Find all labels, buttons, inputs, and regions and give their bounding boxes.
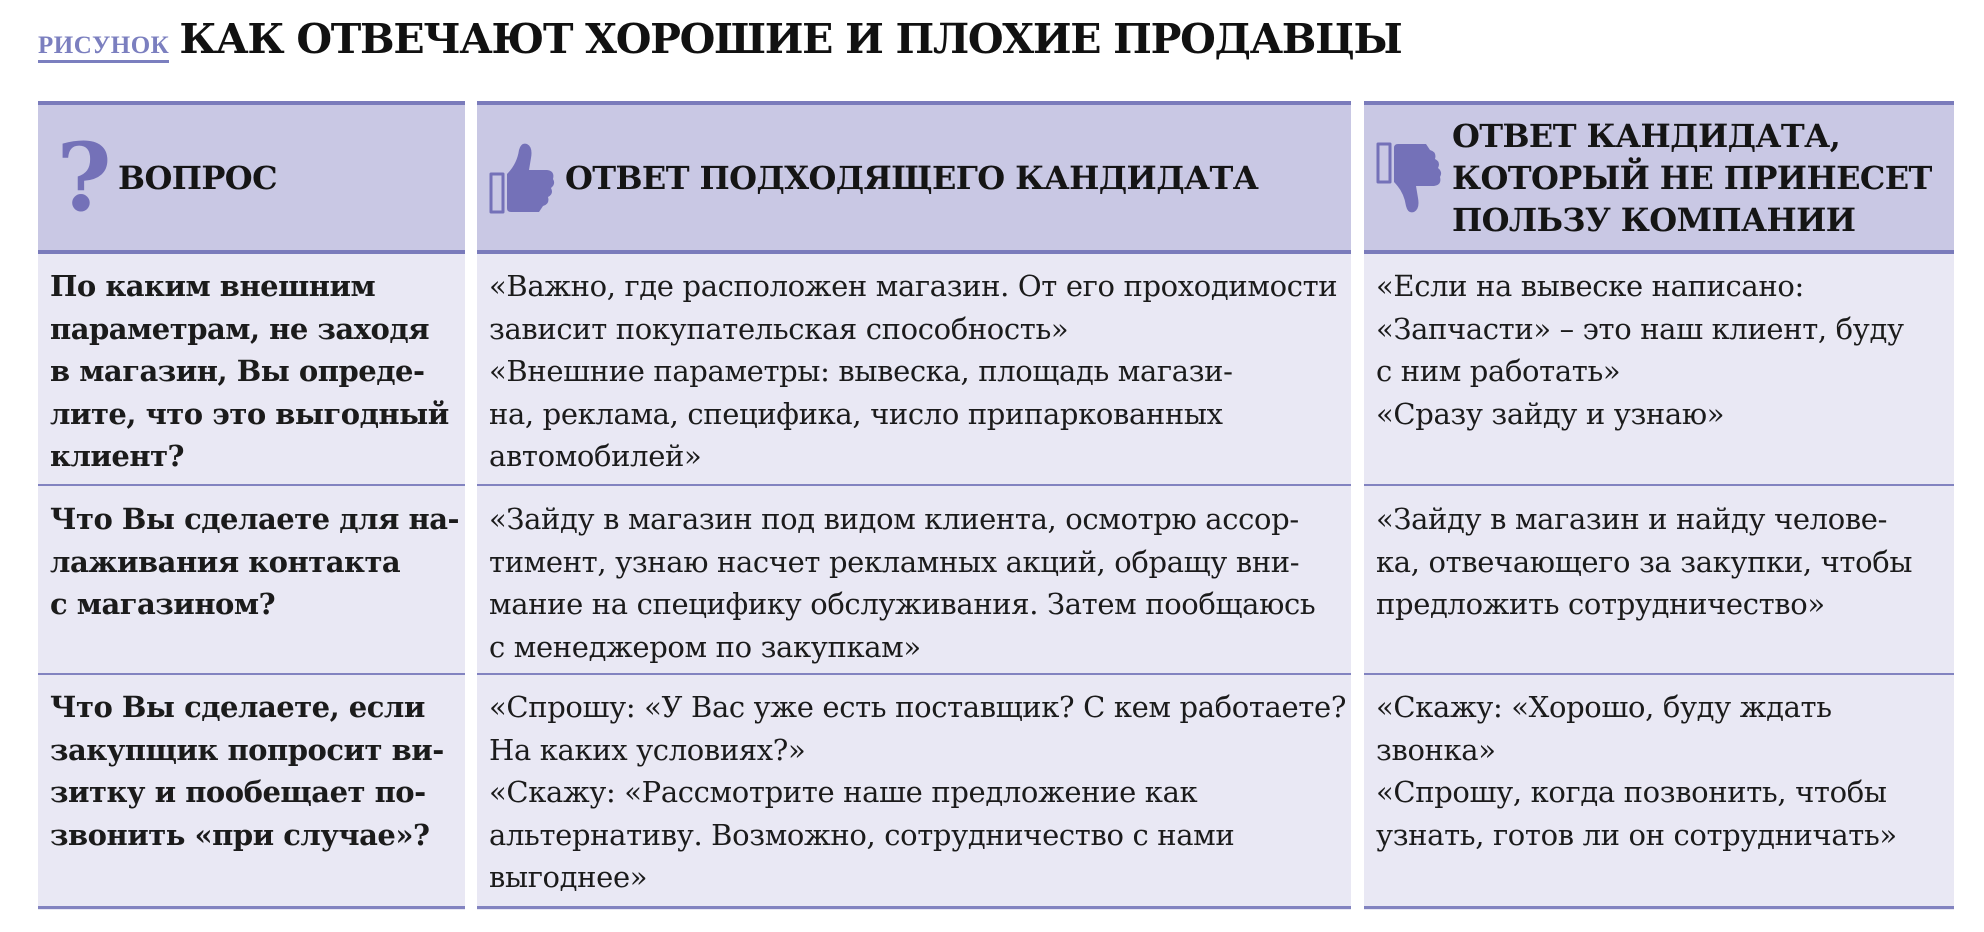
column-header-bad	[1364, 105, 1954, 254]
question-cell: Что Вы сделаете для на- лаживания контакта с магазином?	[50, 502, 460, 621]
column-question	[38, 101, 465, 910]
row-divider	[477, 673, 1351, 675]
row-divider	[1364, 484, 1954, 486]
row-divider	[477, 484, 1351, 486]
figure-label: РИСУНОК	[38, 32, 169, 63]
column-header-label: ОТВЕТ КАНДИДАТА, КОТОРЫЙ НЕ ПРИНЕСЕТ ПОЛЬЗУ КОМПАНИИ	[1452, 116, 1932, 239]
question-cell: Что Вы сделаете, если закупщик попросит ви- зитку и пообещает по- звонить «при случае»?	[50, 690, 444, 852]
row-divider	[38, 484, 465, 486]
bad-answer-cell: «Зайду в магазин и найду челове- ка, отвечающего за закупки, чтобы предложить сотрудничество»	[1376, 502, 1913, 621]
bad-answer-cell: «Если на вывеске написано: «Запчасти» – это наш клиент, буду с ним работать» «Сразу зайду и узнаю»	[1376, 269, 1904, 431]
bad-answer-cell: «Скажу: «Хорошо, буду ждать звонка» «Спрошу, когда позвонить, чтобы узнать, готов ли он сотрудничать»	[1376, 690, 1897, 852]
column-header-good	[477, 105, 1351, 254]
column-header-question	[38, 105, 465, 254]
good-answer-cell: «Зайду в магазин под видом клиента, осмотрю ассор- тимент, узнаю насчет рекламных акций, обращу вни- мание на специфику обслуживания. Затем пообщаюсь с менеджером по закупкам»	[489, 502, 1316, 664]
thumbs-up-icon	[477, 138, 565, 218]
table-bottom-rule	[1364, 906, 1954, 909]
column-bad-answer	[1364, 101, 1954, 910]
good-answer-cell: «Спрошу: «У Вас уже есть поставщик? С кем работаете? На каких условиях?» «Скажу: «Рассмотрите наше предложение как альтернативу. Возможно, сотрудничество с нами выгоднее»	[489, 690, 1347, 894]
column-header-label: ВОПРОС	[118, 158, 277, 197]
figure-title-row	[38, 14, 1401, 74]
thumbs-down-icon	[1364, 138, 1452, 218]
good-answer-cell: «Важно, где расположен магазин. От его проходимости зависит покупательская способность» «Внешние параметры: вывеска, площадь магази- на, реклама, специфика, число припаркованных автомобилей»	[489, 269, 1338, 473]
table-bottom-rule	[38, 906, 465, 909]
column-good-answer	[477, 101, 1351, 910]
question-mark-icon: ?	[56, 122, 112, 233]
row-divider	[38, 673, 465, 675]
page-title: КАК ОТВЕЧАЮТ ХОРОШИЕ И ПЛОХИЕ ПРОДАВЦЫ	[179, 15, 1402, 63]
column-header-label: ОТВЕТ ПОДХОДЯЩЕГО КАНДИДАТА	[565, 158, 1259, 197]
question-cell: По каким внешним параметрам, не заходя в магазин, Вы опреде- лите, что это выгодный клиент?	[50, 269, 449, 473]
row-divider	[1364, 673, 1954, 675]
table-bottom-rule	[477, 906, 1351, 909]
